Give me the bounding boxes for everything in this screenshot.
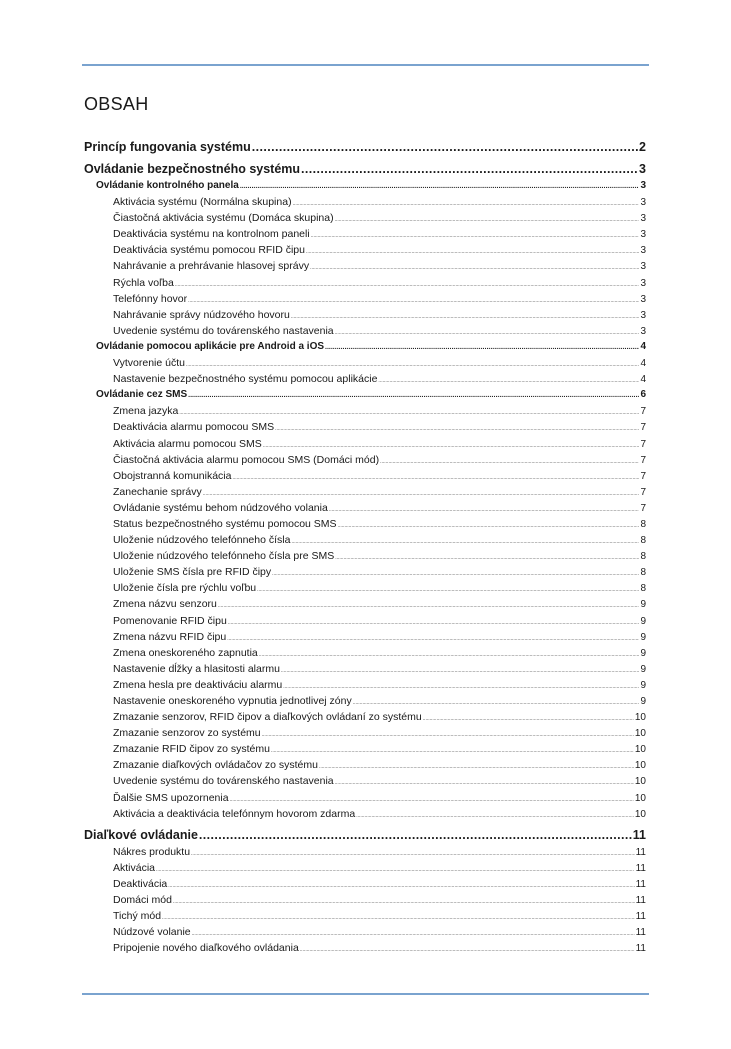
toc-entry-title: Ovládanie kontrolného panela bbox=[96, 180, 239, 191]
toc-entry-title: Pomenovanie RFID čipu bbox=[113, 614, 227, 627]
toc-dot-leader bbox=[356, 808, 634, 824]
toc-subsection[interactable] bbox=[84, 661, 646, 677]
toc-dot-leader bbox=[218, 598, 640, 614]
toc-subsection[interactable] bbox=[84, 709, 646, 725]
toc-dot-leader bbox=[228, 615, 640, 631]
toc-subsection[interactable] bbox=[84, 924, 646, 940]
toc-page-number: 9 bbox=[640, 679, 646, 691]
toc-entry-title: Tichý mód bbox=[113, 910, 162, 923]
toc-section[interactable] bbox=[84, 178, 646, 194]
toc-page-number: 3 bbox=[640, 325, 646, 337]
toc-page-number: 7 bbox=[640, 406, 646, 418]
toc-entry-title: Aktivácia a deaktivácia telefónnym hovorom zdarma bbox=[113, 807, 356, 820]
toc-entry-title: Ovládanie cez SMS bbox=[96, 389, 188, 401]
toc-dot-leader bbox=[291, 309, 640, 325]
toc-dot-leader bbox=[259, 647, 640, 663]
toc-entry-title: Aktivácia systému (Normálna skupina) bbox=[113, 196, 292, 209]
toc-entry-title: Nahrávanie a prehrávanie hlasovej správy bbox=[113, 260, 310, 273]
toc-chapter[interactable] bbox=[84, 160, 646, 178]
toc-dot-leader bbox=[291, 534, 639, 550]
toc-entry-title: Aktivácia bbox=[113, 861, 156, 874]
toc-subsection[interactable] bbox=[84, 403, 646, 419]
toc-dot-leader bbox=[272, 566, 639, 582]
toc-page-number: 10 bbox=[634, 792, 646, 804]
toc-subsection[interactable] bbox=[84, 876, 646, 892]
toc-entry-title: Status bezpečnostného systému pomocou SMS bbox=[113, 517, 337, 530]
toc-entry-title: Uvedenie systému do továrenského nastavenia bbox=[113, 775, 334, 788]
toc-page-number: 11 bbox=[635, 878, 646, 890]
toc-entry-title: Ovládanie pomocou aplikácie pre Android a iOS bbox=[96, 340, 325, 352]
toc-page-number: 10 bbox=[634, 744, 646, 756]
toc-page-number: 7 bbox=[640, 438, 646, 450]
toc-subsection[interactable] bbox=[84, 629, 646, 645]
toc-dot-leader bbox=[262, 727, 634, 743]
toc-entry-title: Uloženie núdzového telefónneho čísla pre SMS bbox=[113, 550, 335, 563]
toc-entry-title: Deaktivácia alarmu pomocou SMS bbox=[113, 421, 275, 434]
toc-page-number: 2 bbox=[639, 140, 646, 154]
toc-entry-title: Rýchla voľba bbox=[113, 276, 174, 289]
toc-dot-leader bbox=[257, 582, 639, 598]
toc-page-number: 3 bbox=[640, 261, 646, 273]
toc-page-number: 3 bbox=[640, 245, 646, 257]
toc-page-number: 11 bbox=[635, 911, 646, 923]
toc-entry-title: Nákres produktu bbox=[113, 845, 191, 858]
toc-entry-title: Nahrávanie správy núdzového hovoru bbox=[113, 308, 290, 321]
toc-page-number: 10 bbox=[634, 712, 646, 724]
toc-entry-title: Uloženie čísla pre rýchlu voľbu bbox=[113, 582, 257, 595]
toc-entry-title: Zmena názvu senzoru bbox=[113, 598, 217, 611]
toc-subsection[interactable] bbox=[84, 548, 646, 564]
toc-dot-leader bbox=[335, 325, 640, 341]
toc-page-number: 11 bbox=[635, 895, 646, 907]
toc-subsection[interactable] bbox=[84, 484, 646, 500]
toc-page-number: 9 bbox=[640, 647, 646, 659]
toc-subsection[interactable] bbox=[84, 452, 646, 468]
toc-dot-leader bbox=[325, 340, 639, 356]
toc-subsection[interactable] bbox=[84, 419, 646, 435]
toc-subsection[interactable] bbox=[84, 725, 646, 741]
toc-subsection[interactable] bbox=[84, 307, 646, 323]
toc-subsection[interactable] bbox=[84, 371, 646, 387]
toc-page-number: 9 bbox=[640, 696, 646, 707]
toc-entry-title: Zmena oneskoreného zapnutia bbox=[113, 646, 258, 659]
toc-entry-title: Uloženie SMS čísla pre RFID čipy bbox=[113, 566, 272, 579]
toc-subsection[interactable] bbox=[84, 500, 646, 516]
toc-entry-title: Uloženie núdzového telefónneho čísla bbox=[113, 534, 291, 547]
toc-entry-title: Zmena jazyka bbox=[113, 405, 179, 418]
toc-page-number: 9 bbox=[640, 599, 646, 611]
toc-dot-leader bbox=[311, 228, 640, 244]
toc-page-number: 8 bbox=[640, 583, 646, 595]
toc-subsection[interactable] bbox=[84, 323, 646, 339]
toc-page-number: 3 bbox=[640, 277, 646, 289]
toc-page-number: 3 bbox=[640, 293, 646, 305]
toc-subsection[interactable] bbox=[84, 844, 646, 860]
toc-entry-title: Uvedenie systému do továrenského nastavenia bbox=[113, 324, 334, 337]
toc-dot-leader bbox=[301, 160, 638, 178]
toc-page-number: 8 bbox=[640, 567, 646, 579]
toc-chapter[interactable] bbox=[84, 826, 646, 844]
toc-subsection[interactable] bbox=[84, 436, 646, 452]
toc-entry-title: Deaktivácia systému na kontrolnom paneli bbox=[113, 228, 310, 241]
toc-dot-leader bbox=[173, 894, 635, 910]
toc-dot-leader bbox=[162, 910, 635, 926]
page-title: OBSAH bbox=[84, 94, 149, 114]
toc-dot-leader bbox=[175, 277, 640, 293]
footer-rule bbox=[82, 993, 649, 995]
toc-subsection[interactable] bbox=[84, 613, 646, 629]
toc-page-number: 10 bbox=[634, 728, 646, 740]
toc-page-number: 7 bbox=[640, 470, 646, 482]
toc-dot-leader bbox=[335, 550, 639, 566]
toc-dot-leader bbox=[310, 260, 639, 276]
toc-page-number: 3 bbox=[640, 197, 646, 209]
toc-page-number: 11 bbox=[632, 827, 646, 842]
toc-subsection[interactable] bbox=[84, 516, 646, 532]
toc-entry-title: Nastavenie oneskoreného vypnutia jednotlivej zóny bbox=[113, 695, 352, 707]
toc-page-number: 3 bbox=[640, 229, 646, 241]
toc-page-number: 11 bbox=[635, 862, 646, 874]
toc-subsection[interactable] bbox=[84, 258, 646, 274]
toc-dot-leader bbox=[281, 663, 640, 679]
toc-subsection[interactable] bbox=[84, 291, 646, 307]
toc-page-number: 10 bbox=[634, 776, 646, 788]
toc-page-number: 3 bbox=[640, 309, 646, 321]
toc-entry-title: Nastavenie dĺžky a hlasitosti alarmu bbox=[113, 662, 280, 675]
toc-subsection[interactable] bbox=[84, 757, 646, 773]
toc-page-number: 4 bbox=[640, 358, 646, 370]
toc-subsection[interactable] bbox=[84, 275, 646, 291]
toc-entry-title: Ovládanie systému behom núdzového volania bbox=[113, 501, 328, 514]
toc-subsection[interactable] bbox=[84, 773, 646, 789]
toc-page-number: 8 bbox=[640, 535, 646, 547]
toc-entry-title: Domáci mód bbox=[113, 894, 172, 907]
toc-entry-title: Zmazanie RFID čipov zo systému bbox=[113, 743, 270, 756]
toc-page-number: 8 bbox=[640, 518, 646, 530]
toc-page-number: 6 bbox=[640, 389, 646, 401]
header-rule bbox=[82, 64, 649, 66]
toc-subsection[interactable] bbox=[84, 645, 646, 661]
toc-subsection[interactable] bbox=[84, 596, 646, 612]
toc-section[interactable] bbox=[84, 387, 646, 403]
toc-dot-leader bbox=[168, 878, 634, 894]
toc-entry-title: Deaktivácia systému pomocou RFID čipu bbox=[113, 244, 305, 257]
toc-dot-leader bbox=[319, 759, 634, 775]
toc-dot-leader bbox=[232, 470, 639, 486]
toc-dot-leader bbox=[188, 388, 639, 404]
toc-dot-leader bbox=[293, 196, 640, 212]
toc-entry-title: Zmazanie diaľkových ovládačov zo systému bbox=[113, 759, 318, 772]
toc-dot-leader bbox=[199, 826, 632, 844]
toc-dot-leader bbox=[329, 502, 640, 518]
toc-entry-title: Obojstranná komunikácia bbox=[113, 469, 232, 482]
toc-subsection[interactable] bbox=[84, 693, 646, 709]
toc-page-number: 11 bbox=[635, 943, 646, 955]
toc-subsection[interactable] bbox=[84, 194, 646, 210]
toc-dot-leader bbox=[306, 244, 639, 260]
toc-page-number: 10 bbox=[634, 760, 646, 772]
toc-section[interactable] bbox=[84, 339, 646, 355]
toc-subsection[interactable] bbox=[84, 210, 646, 226]
toc-entry-title: Čiastočná aktivácia alarmu pomocou SMS (Domáci mód) bbox=[113, 453, 380, 466]
table-of-contents bbox=[84, 138, 646, 956]
toc-page-number: 9 bbox=[640, 663, 646, 675]
toc-entry-title: Zmazanie senzorov, RFID čipov a diaľkových ovládaní zo systému bbox=[113, 711, 422, 724]
toc-entry-title: Zanechanie správy bbox=[113, 485, 202, 498]
toc-dot-leader bbox=[156, 862, 635, 878]
toc-subsection[interactable] bbox=[84, 741, 646, 757]
toc-entry-title: Zmena názvu RFID čipu bbox=[113, 630, 227, 643]
toc-page-number: 3 bbox=[640, 213, 646, 225]
toc-subsection[interactable] bbox=[84, 790, 646, 806]
toc-subsection[interactable] bbox=[84, 806, 646, 822]
toc-page-number: 10 bbox=[634, 808, 646, 820]
toc-dot-leader bbox=[252, 138, 638, 156]
toc-dot-leader bbox=[335, 212, 640, 228]
toc-subsection[interactable] bbox=[84, 677, 646, 693]
toc-page-number: 3 bbox=[640, 180, 646, 191]
toc-chapter[interactable] bbox=[84, 138, 646, 156]
toc-subsection[interactable] bbox=[84, 226, 646, 242]
toc-subsection[interactable] bbox=[84, 860, 646, 876]
toc-entry-title: Zmena hesla pre deaktiváciu alarmu bbox=[113, 678, 283, 691]
toc-page-number: 7 bbox=[640, 454, 646, 466]
toc-page-number: 8 bbox=[640, 551, 646, 563]
toc-entry-title: Ovládanie bezpečnostného systému bbox=[84, 162, 301, 176]
toc-subsection[interactable] bbox=[84, 564, 646, 580]
toc-entry-title: Ďalšie SMS upozornenia bbox=[113, 791, 229, 804]
toc-subsection[interactable] bbox=[84, 892, 646, 908]
toc-page-number: 7 bbox=[640, 502, 646, 514]
toc-page-number: 3 bbox=[639, 162, 646, 176]
toc-entry-title: Aktivácia alarmu pomocou SMS bbox=[113, 437, 262, 450]
toc-page-number: 4 bbox=[640, 340, 646, 352]
toc-dot-leader bbox=[275, 421, 639, 437]
toc-dot-leader bbox=[300, 942, 635, 958]
toc-entry-title: Nastavenie bezpečnostného systému pomocou aplikácie bbox=[113, 373, 378, 386]
toc-page-number: 7 bbox=[640, 422, 646, 434]
toc-page-number: 11 bbox=[635, 846, 646, 858]
toc-entry-title: Diaľkové ovládanie bbox=[84, 827, 198, 842]
toc-dot-leader bbox=[271, 743, 634, 759]
toc-entry-title: Zmazanie senzorov zo systému bbox=[113, 727, 261, 740]
toc-entry-title: Pripojenie nového diaľkového ovládania bbox=[113, 942, 299, 955]
toc-page-number: 9 bbox=[640, 615, 646, 627]
toc-dot-leader bbox=[227, 631, 639, 647]
toc-entry-title: Núdzové volanie bbox=[113, 926, 191, 939]
toc-subsection[interactable] bbox=[84, 940, 646, 956]
toc-dot-leader bbox=[378, 373, 639, 389]
toc-subsection[interactable] bbox=[84, 242, 646, 258]
toc-subsection[interactable] bbox=[84, 468, 646, 484]
toc-entry-title: Princíp fungovania systému bbox=[84, 140, 251, 154]
toc-subsection[interactable] bbox=[84, 532, 646, 548]
toc-dot-leader bbox=[423, 711, 634, 727]
toc-entry-title: Čiastočná aktivácia systému (Domáca skupina) bbox=[113, 212, 334, 225]
toc-dot-leader bbox=[335, 775, 634, 791]
toc-dot-leader bbox=[338, 518, 640, 534]
toc-subsection[interactable] bbox=[84, 355, 646, 371]
toc-dot-leader bbox=[191, 846, 635, 862]
toc-page-number: 7 bbox=[640, 486, 646, 498]
toc-page-number: 9 bbox=[640, 631, 646, 643]
toc-page-number: 4 bbox=[640, 374, 646, 386]
toc-dot-leader bbox=[380, 454, 639, 470]
toc-page-number: 11 bbox=[635, 927, 646, 939]
toc-subsection[interactable] bbox=[84, 580, 646, 596]
toc-entry-title: Vytvorenie účtu bbox=[113, 357, 185, 370]
toc-entry-title: Deaktivácia bbox=[113, 877, 168, 890]
toc-dot-leader bbox=[240, 179, 640, 195]
toc-subsection[interactable] bbox=[84, 908, 646, 924]
toc-entry-title: Telefónny hovor bbox=[113, 292, 188, 305]
